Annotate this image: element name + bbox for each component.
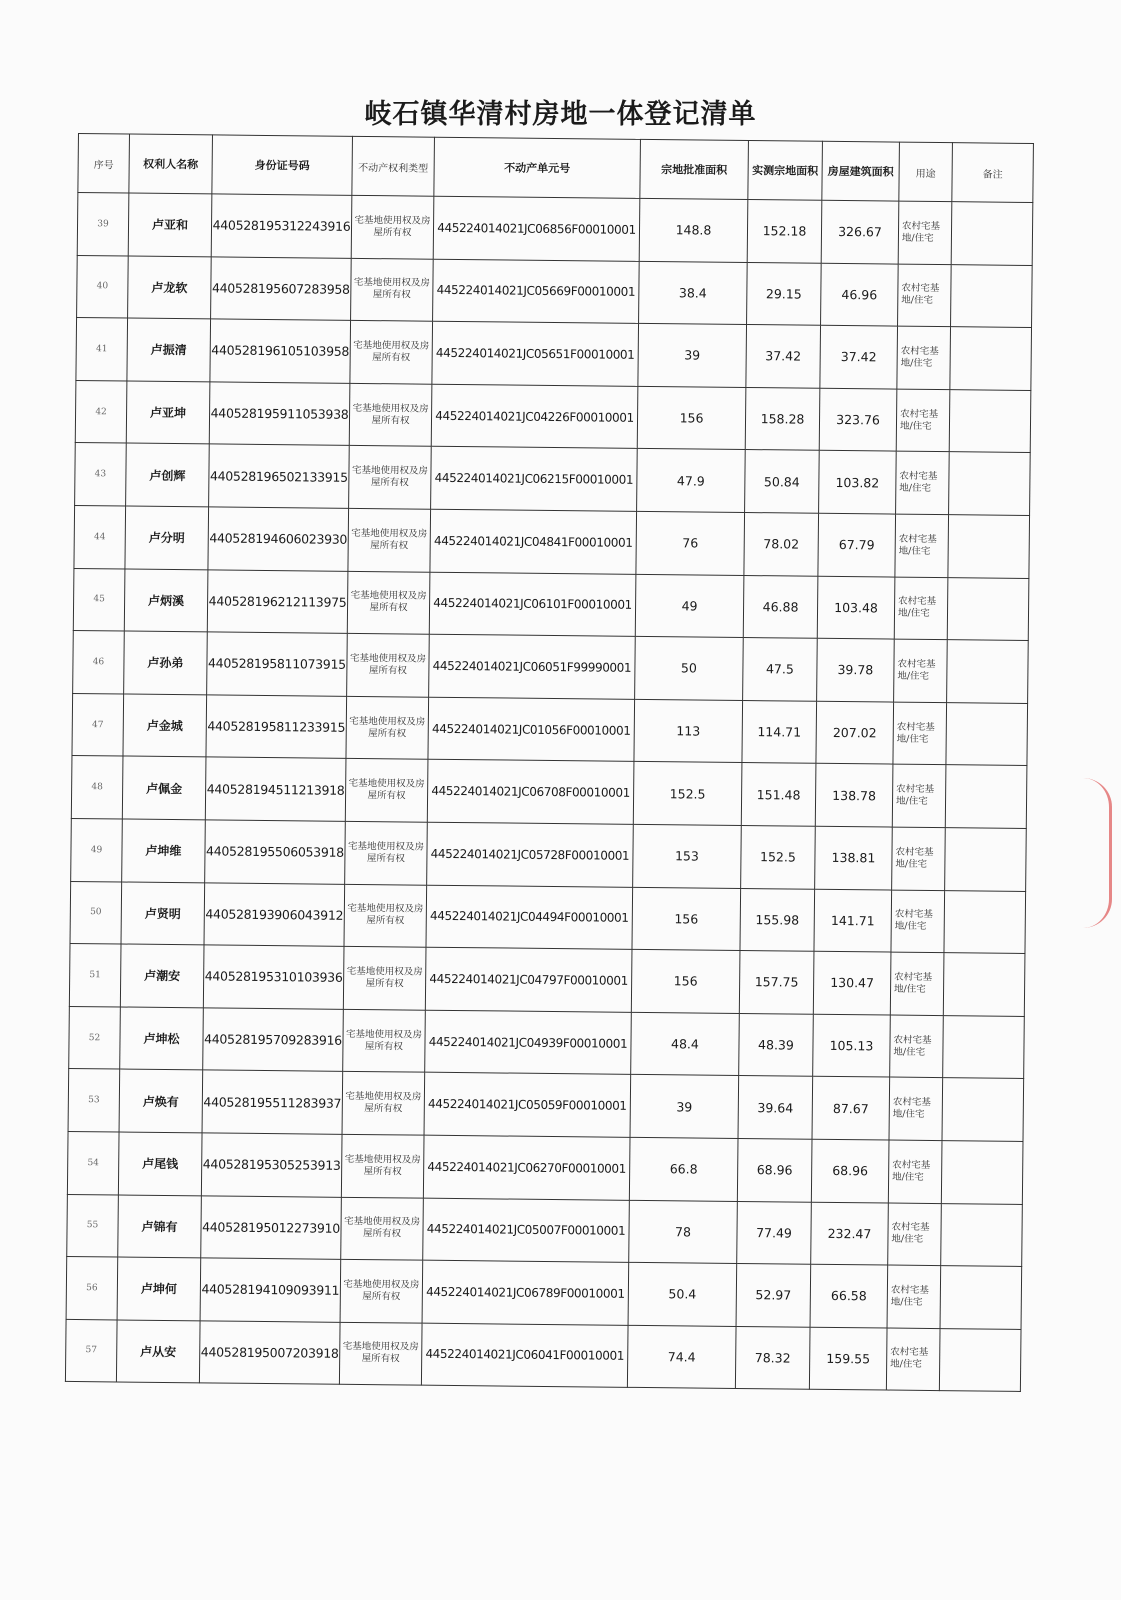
cell-unit-no: 445224014021JC06101F00010001 bbox=[429, 572, 636, 637]
cell-name: 卢尾钱 bbox=[118, 1132, 202, 1195]
cell-usage: 农村宅基地/住宅 bbox=[894, 639, 948, 702]
table-row bbox=[76, 318, 1032, 391]
cell-approved-area: 50 bbox=[635, 637, 744, 701]
table-row bbox=[69, 944, 1025, 1017]
cell-seq: 53 bbox=[68, 1069, 120, 1132]
cell-id-no: 440528195709283916 bbox=[203, 1008, 344, 1072]
cell-remark bbox=[941, 1141, 1023, 1204]
cell-right-type: 宅基地使用权及房屋所有权 bbox=[343, 946, 426, 1009]
cell-building-area: 323.76 bbox=[819, 388, 897, 451]
cell-seq: 45 bbox=[73, 568, 125, 631]
cell-id-no: 440528195811233915 bbox=[206, 695, 347, 759]
cell-measured-area: 157.75 bbox=[739, 951, 814, 1014]
table-row bbox=[72, 693, 1028, 766]
cell-building-area: 46.96 bbox=[821, 263, 899, 326]
cell-unit-no: 445224014021JC04494F00010001 bbox=[426, 885, 633, 950]
header-usage: 用途 bbox=[899, 142, 953, 202]
cell-name: 卢龙软 bbox=[128, 256, 212, 319]
cell-remark bbox=[949, 389, 1031, 452]
cell-remark bbox=[945, 765, 1027, 828]
cell-seq: 39 bbox=[77, 193, 129, 256]
cell-name: 卢金城 bbox=[123, 694, 207, 757]
cell-seq: 40 bbox=[77, 255, 129, 318]
cell-unit-no: 445224014021JC06215F00010001 bbox=[431, 447, 638, 512]
cell-unit-no: 445224014021JC06856F00010001 bbox=[433, 196, 640, 261]
cell-measured-area: 68.96 bbox=[737, 1138, 812, 1201]
cell-seq: 46 bbox=[73, 631, 125, 694]
cell-right-type: 宅基地使用权及房屋所有权 bbox=[351, 258, 434, 321]
cell-measured-area: 50.84 bbox=[745, 450, 820, 513]
table-row bbox=[66, 1257, 1022, 1330]
table-row bbox=[77, 255, 1033, 328]
cell-name: 卢锦有 bbox=[118, 1194, 202, 1257]
cell-remark bbox=[939, 1328, 1021, 1391]
cell-building-area: 105.13 bbox=[813, 1014, 891, 1077]
cell-name: 卢潮安 bbox=[120, 944, 204, 1007]
cell-usage: 农村宅基地/住宅 bbox=[890, 952, 944, 1015]
cell-seq: 52 bbox=[69, 1006, 121, 1069]
cell-unit-no: 445224014021JC04797F00010001 bbox=[425, 947, 632, 1012]
cell-unit-no: 445224014021JC06708F00010001 bbox=[427, 760, 634, 825]
cell-right-type: 宅基地使用权及房屋所有权 bbox=[339, 1322, 422, 1385]
cell-right-type: 宅基地使用权及房屋所有权 bbox=[340, 1259, 423, 1322]
cell-right-type: 宅基地使用权及房屋所有权 bbox=[341, 1134, 424, 1197]
cell-unit-no: 445224014021JC06041F00010001 bbox=[421, 1323, 628, 1388]
cell-measured-area: 77.49 bbox=[737, 1201, 812, 1264]
cell-building-area: 141.71 bbox=[814, 889, 892, 952]
cell-measured-area: 52.97 bbox=[736, 1264, 811, 1327]
cell-right-type: 宅基地使用权及房屋所有权 bbox=[349, 446, 432, 509]
cell-name: 卢创辉 bbox=[126, 443, 210, 506]
cell-name: 卢亚坤 bbox=[126, 381, 210, 444]
cell-building-area: 326.67 bbox=[821, 200, 899, 263]
cell-seq: 41 bbox=[76, 318, 128, 381]
cell-measured-area: 152.5 bbox=[741, 825, 816, 888]
cell-remark bbox=[951, 202, 1033, 265]
cell-measured-area: 155.98 bbox=[740, 888, 815, 951]
table-row bbox=[74, 505, 1030, 578]
cell-name: 卢亚和 bbox=[128, 193, 212, 256]
cell-right-type: 宅基地使用权及房屋所有权 bbox=[346, 696, 429, 759]
table-row bbox=[73, 631, 1029, 704]
cell-seq: 49 bbox=[71, 818, 123, 881]
cell-building-area: 66.58 bbox=[810, 1264, 888, 1327]
cell-approved-area: 156 bbox=[631, 949, 740, 1013]
cell-right-type: 宅基地使用权及房屋所有权 bbox=[347, 571, 430, 634]
cell-unit-no: 445224014021JC04226F00010001 bbox=[431, 384, 638, 449]
cell-measured-area: 48.39 bbox=[739, 1013, 814, 1076]
cell-approved-area: 156 bbox=[637, 386, 746, 450]
header-id-no: 身份证号码 bbox=[212, 135, 353, 195]
cell-id-no: 440528195607283958 bbox=[211, 256, 352, 320]
cell-unit-no: 445224014021JC05651F00010001 bbox=[432, 321, 639, 386]
header-remark: 备注 bbox=[952, 143, 1034, 203]
cell-name: 卢分明 bbox=[125, 506, 209, 569]
cell-approved-area: 47.9 bbox=[637, 449, 746, 513]
cell-building-area: 37.42 bbox=[820, 325, 898, 388]
cell-measured-area: 78.02 bbox=[744, 512, 819, 575]
cell-measured-area: 47.5 bbox=[743, 638, 818, 701]
cell-remark bbox=[946, 702, 1028, 765]
cell-usage: 农村宅基地/住宅 bbox=[888, 1140, 942, 1203]
cell-approved-area: 152.5 bbox=[633, 762, 742, 826]
cell-seq: 56 bbox=[66, 1257, 118, 1320]
cell-unit-no: 445224014021JC05728F00010001 bbox=[427, 822, 634, 887]
cell-measured-area: 46.88 bbox=[743, 575, 818, 638]
cell-approved-area: 156 bbox=[632, 887, 741, 951]
cell-remark bbox=[940, 1266, 1022, 1329]
cell-remark bbox=[947, 577, 1029, 640]
table-row bbox=[71, 818, 1027, 891]
cell-approved-area: 49 bbox=[635, 574, 744, 638]
cell-right-type: 宅基地使用权及房屋所有权 bbox=[343, 1009, 426, 1072]
cell-usage: 农村宅基地/住宅 bbox=[898, 201, 952, 264]
cell-usage: 农村宅基地/住宅 bbox=[894, 577, 948, 640]
cell-approved-area: 38.4 bbox=[639, 261, 748, 325]
cell-approved-area: 39 bbox=[638, 324, 747, 388]
table-row bbox=[68, 1069, 1024, 1142]
cell-right-type: 宅基地使用权及房屋所有权 bbox=[341, 1197, 424, 1260]
cell-name: 卢孙弟 bbox=[124, 631, 208, 694]
table-row bbox=[67, 1131, 1023, 1204]
cell-seq: 51 bbox=[69, 944, 121, 1007]
cell-id-no: 440528195007203918 bbox=[199, 1321, 340, 1385]
cell-seq: 57 bbox=[65, 1319, 117, 1382]
cell-usage: 农村宅基地/住宅 bbox=[892, 827, 946, 890]
cell-name: 卢从安 bbox=[116, 1320, 200, 1383]
cell-id-no: 440528195506053918 bbox=[205, 820, 346, 884]
cell-approved-area: 148.8 bbox=[639, 198, 748, 262]
cell-remark bbox=[948, 515, 1030, 578]
cell-name: 卢坤维 bbox=[122, 819, 206, 882]
cell-seq: 47 bbox=[72, 693, 124, 756]
cell-name: 卢振清 bbox=[127, 318, 211, 381]
table-row bbox=[71, 756, 1027, 829]
cell-unit-no: 445224014021JC05007F00010001 bbox=[423, 1198, 630, 1263]
cell-id-no: 440528195312243916 bbox=[211, 194, 352, 258]
cell-usage: 农村宅基地/住宅 bbox=[890, 1015, 944, 1078]
cell-approved-area: 48.4 bbox=[631, 1012, 740, 1076]
header-unit-no: 不动产单元号 bbox=[434, 137, 641, 198]
cell-name: 卢坤松 bbox=[120, 1007, 204, 1070]
cell-right-type: 宅基地使用权及房屋所有权 bbox=[349, 383, 432, 446]
cell-id-no: 440528195511283937 bbox=[202, 1070, 343, 1134]
header-row bbox=[78, 134, 1034, 203]
cell-approved-area: 78 bbox=[629, 1200, 738, 1264]
cell-building-area: 67.79 bbox=[818, 513, 896, 576]
cell-unit-no: 445224014021JC06270F00010001 bbox=[423, 1135, 630, 1200]
red-stamp-edge bbox=[1083, 778, 1112, 928]
cell-measured-area: 29.15 bbox=[747, 262, 822, 325]
cell-remark bbox=[942, 1078, 1024, 1141]
cell-remark bbox=[943, 1015, 1025, 1078]
cell-seq: 48 bbox=[71, 756, 123, 819]
cell-measured-area: 152.18 bbox=[747, 200, 822, 263]
cell-approved-area: 153 bbox=[633, 824, 742, 888]
header-name: 权利人名称 bbox=[129, 134, 213, 194]
cell-building-area: 138.78 bbox=[815, 764, 893, 827]
cell-id-no: 440528195012273910 bbox=[201, 1195, 342, 1259]
cell-usage: 农村宅基地/住宅 bbox=[886, 1328, 940, 1391]
cell-approved-area: 113 bbox=[634, 699, 743, 763]
cell-approved-area: 76 bbox=[636, 511, 745, 575]
cell-right-type: 宅基地使用权及房屋所有权 bbox=[347, 634, 430, 697]
cell-remark bbox=[951, 264, 1033, 327]
cell-building-area: 103.48 bbox=[817, 576, 895, 639]
header-measured-area: 实测宗地面积 bbox=[748, 141, 823, 201]
cell-seq: 55 bbox=[67, 1194, 119, 1257]
cell-id-no: 440528194109093911 bbox=[200, 1258, 341, 1322]
table-row bbox=[77, 193, 1033, 266]
cell-building-area: 87.67 bbox=[812, 1077, 890, 1140]
page-title: 岐石镇华清村房地一体登记清单 bbox=[364, 99, 757, 130]
cell-building-area: 207.02 bbox=[816, 701, 894, 764]
table-row bbox=[65, 1319, 1021, 1392]
cell-usage: 农村宅基地/住宅 bbox=[887, 1265, 941, 1328]
cell-right-type: 宅基地使用权及房屋所有权 bbox=[344, 884, 427, 947]
cell-right-type: 宅基地使用权及房屋所有权 bbox=[345, 821, 428, 884]
cell-remark bbox=[941, 1203, 1023, 1266]
cell-id-no: 440528195911053938 bbox=[209, 382, 350, 446]
cell-unit-no: 445224014021JC06051F99990001 bbox=[429, 634, 636, 699]
cell-measured-area: 78.32 bbox=[735, 1326, 810, 1389]
cell-id-no: 440528193906043912 bbox=[204, 882, 345, 946]
cell-right-type: 宅基地使用权及房屋所有权 bbox=[342, 1072, 425, 1135]
header-right-type: 不动产权利类型 bbox=[352, 136, 435, 196]
table-row bbox=[70, 881, 1026, 954]
header-seq: 序号 bbox=[78, 134, 130, 194]
cell-seq: 44 bbox=[74, 505, 126, 568]
cell-building-area: 232.47 bbox=[811, 1202, 889, 1265]
cell-right-type: 宅基地使用权及房屋所有权 bbox=[348, 508, 431, 571]
cell-usage: 农村宅基地/住宅 bbox=[892, 764, 946, 827]
cell-right-type: 宅基地使用权及房屋所有权 bbox=[350, 321, 433, 384]
cell-unit-no: 445224014021JC05059F00010001 bbox=[424, 1072, 631, 1137]
cell-building-area: 68.96 bbox=[811, 1139, 889, 1202]
cell-name: 卢坤何 bbox=[117, 1257, 201, 1320]
cell-usage: 农村宅基地/住宅 bbox=[895, 514, 949, 577]
cell-remark bbox=[945, 828, 1027, 891]
cell-remark bbox=[950, 327, 1032, 390]
cell-building-area: 130.47 bbox=[813, 951, 891, 1014]
cell-usage: 农村宅基地/住宅 bbox=[889, 1077, 943, 1140]
cell-measured-area: 151.48 bbox=[741, 763, 816, 826]
cell-measured-area: 39.64 bbox=[738, 1076, 813, 1139]
table-row bbox=[75, 380, 1031, 453]
cell-id-no: 440528195811073915 bbox=[207, 632, 348, 696]
cell-approved-area: 50.4 bbox=[628, 1262, 737, 1326]
table-body bbox=[65, 193, 1032, 1392]
cell-id-no: 440528196502133915 bbox=[209, 444, 350, 508]
cell-unit-no: 445224014021JC05669F00010001 bbox=[433, 259, 640, 324]
cell-building-area: 159.55 bbox=[809, 1327, 887, 1390]
cell-seq: 50 bbox=[70, 881, 122, 944]
cell-seq: 54 bbox=[67, 1131, 119, 1194]
cell-id-no: 440528195310103936 bbox=[203, 945, 344, 1009]
header-building-area: 房屋建筑面积 bbox=[822, 141, 900, 201]
cell-building-area: 103.82 bbox=[819, 451, 897, 514]
table-row bbox=[73, 568, 1029, 641]
cell-name: 卢佩金 bbox=[122, 756, 206, 819]
cell-measured-area: 37.42 bbox=[746, 325, 821, 388]
cell-measured-area: 114.71 bbox=[742, 700, 817, 763]
cell-id-no: 440528195305253913 bbox=[201, 1133, 342, 1197]
cell-remark bbox=[947, 640, 1029, 703]
cell-approved-area: 39 bbox=[630, 1075, 739, 1139]
cell-name: 卢炳溪 bbox=[124, 569, 208, 632]
cell-remark bbox=[944, 890, 1026, 953]
cell-usage: 农村宅基地/住宅 bbox=[896, 389, 950, 452]
cell-usage: 农村宅基地/住宅 bbox=[896, 451, 950, 514]
cell-usage: 农村宅基地/住宅 bbox=[888, 1203, 942, 1266]
cell-right-type: 宅基地使用权及房屋所有权 bbox=[345, 759, 428, 822]
header-approved-area: 宗地批准面积 bbox=[640, 139, 749, 199]
cell-seq: 42 bbox=[75, 380, 127, 443]
cell-approved-area: 74.4 bbox=[627, 1325, 736, 1389]
cell-usage: 农村宅基地/住宅 bbox=[897, 326, 951, 389]
table-header bbox=[78, 134, 1034, 203]
cell-remark bbox=[949, 452, 1031, 515]
cell-unit-no: 445224014021JC06789F00010001 bbox=[422, 1260, 629, 1325]
cell-building-area: 138.81 bbox=[815, 826, 893, 889]
cell-name: 卢贤明 bbox=[121, 882, 205, 945]
cell-approved-area: 66.8 bbox=[629, 1137, 738, 1201]
cell-measured-area: 158.28 bbox=[745, 387, 820, 450]
cell-unit-no: 445224014021JC01056F00010001 bbox=[428, 697, 635, 762]
cell-unit-no: 445224014021JC04841F00010001 bbox=[430, 509, 637, 574]
cell-usage: 农村宅基地/住宅 bbox=[891, 890, 945, 953]
table-row bbox=[69, 1006, 1025, 1079]
cell-building-area: 39.78 bbox=[817, 638, 895, 701]
cell-id-no: 440528194511213918 bbox=[205, 757, 346, 821]
cell-seq: 43 bbox=[75, 443, 127, 506]
cell-right-type: 宅基地使用权及房屋所有权 bbox=[351, 195, 434, 258]
cell-usage: 农村宅基地/住宅 bbox=[898, 264, 952, 327]
cell-id-no: 440528194606023930 bbox=[208, 507, 349, 571]
cell-remark bbox=[943, 953, 1025, 1016]
table-row bbox=[75, 443, 1031, 516]
table-row bbox=[67, 1194, 1023, 1267]
cell-id-no: 440528196212113975 bbox=[207, 569, 348, 633]
cell-usage: 农村宅基地/住宅 bbox=[893, 702, 947, 765]
cell-unit-no: 445224014021JC04939F00010001 bbox=[425, 1010, 632, 1075]
cell-name: 卢焕有 bbox=[119, 1069, 203, 1132]
registration-table bbox=[65, 133, 1034, 1392]
cell-id-no: 440528196105103958 bbox=[210, 319, 351, 383]
